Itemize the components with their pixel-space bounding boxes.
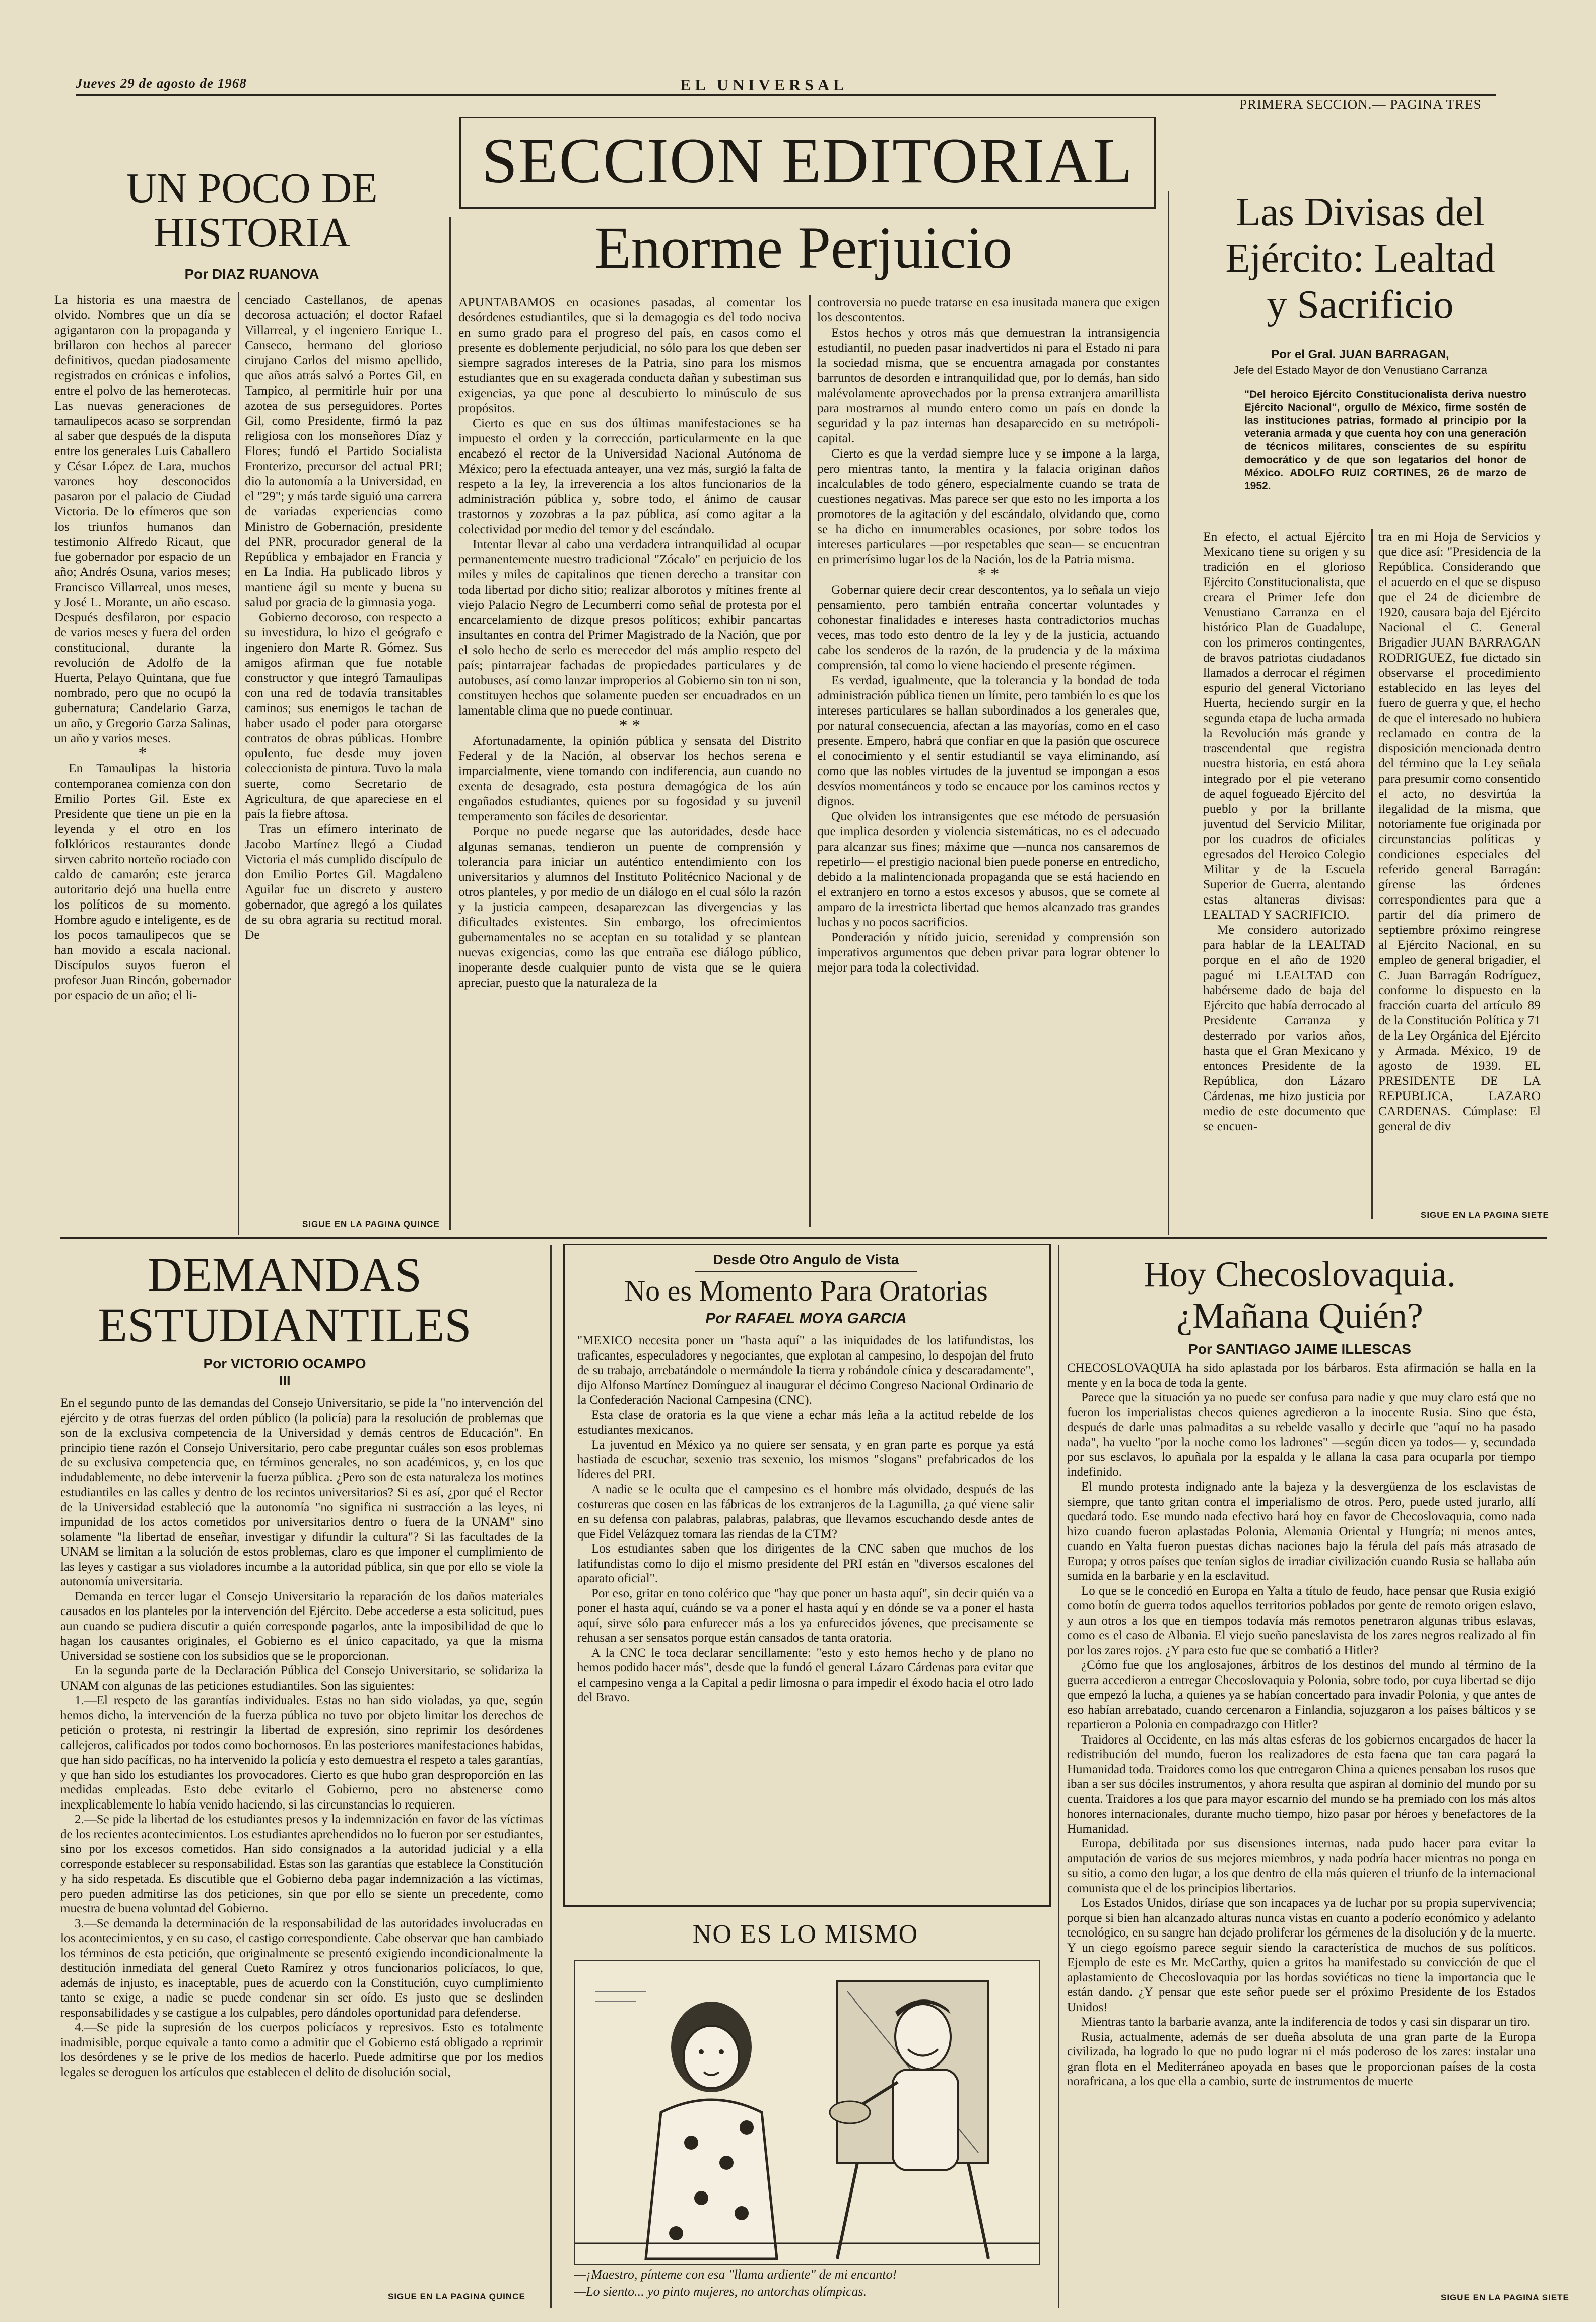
historia-headline-line2: HISTORIA <box>153 209 351 256</box>
paragraph: Los estudiantes saben que los dirigentes de la CNC saben que muchos de los latifundistas como lo dijo el mismo presidente del PRI están en "diversos escalones del aparato oficial". <box>577 1542 1034 1585</box>
demandas-part-number: III <box>279 1373 291 1388</box>
historia-headline <box>65 166 438 255</box>
checoslovaquia-byline: Por SANTIAGO JAIME ILLESCAS <box>1188 1341 1411 1357</box>
editorial-cartoon <box>574 1960 1040 2265</box>
column-rule <box>1371 529 1373 1219</box>
header-rule <box>76 94 1496 96</box>
paragraph: Rusia, actualmente, además de ser dueña absoluta de una gran parte de la Europa civilizada, ha logrado lo que no pudo lograr ni el más poderoso de los zares: instalar una gran flota en el Mediterráneo apoyada en bases que le proporcionan países de la costa norafricana, a los que ella a cambio, surte de instrumentos de muerte <box>1067 2030 1536 2088</box>
paragraph: A la CNC le toca declarar sencillamente: "esto y esto hemos hecho y de plano no hemos podido hacer más", desde que la fundó el general Lázaro Cárdenas para evitar que el campesino venga a la Capital a pedir limosna o para impedir el éxodo hacia el otro lado del Bravo. <box>577 1646 1034 1704</box>
section-page-label: PRIMERA SECCION.— PAGINA TRES <box>1239 97 1482 112</box>
paragraph: controversia no puede tratarse en esa inusitada manera que exigen los descontentos. <box>817 295 1160 325</box>
paragraph: Ponderación y nítido juicio, serenidad y comprensión son imperativos argumentos que deben privar para lograr obtener lo mejor para toda la colectividad. <box>817 930 1160 975</box>
paragraph: cenciado Castellanos, de apenas decorosa actuación; el doctor Rafael Villarreal, y el ingeniero Enrique L. Canseco, hermano del glorioso cirujano Carlos del mismo apellido, que años atrás salvó a Portes Gil, en Tampico, al permitirle huir por una azotea de sus perseguidores. Portes Gil, como Presidente, firmó la paz religiosa con los monseñores Díaz y Flores; fundó el Partido Socialista Fronterizo, precursor del actual PRI; dio la autonomía a la Universidad, en el "29"; y más tarde siguió una carrera de variadas experiencias como Ministro de Gobernación, presidente del PNR, procurador general de la República y embajador en Francia y en La India. Ha publicado libros y mantiene ágil su mente y buena su salud por gracia de la gimnasia yoga. <box>245 292 442 609</box>
checoslovaquia-headline <box>1068 1254 1532 1336</box>
historia-column-2 <box>245 292 442 1214</box>
demandas-headline <box>65 1250 504 1350</box>
paragraph: tra en mi Hoja de Servicios y que dice así: "Presidencia de la República. Considerando que el acuerdo en el que se dispuso que el 24 de diciembre de 1920, causara baja del Ejército Nacional el C. General Brigadier JUAN BARRAGAN RODRIGUEZ, fue dictado sin observarse el procedimiento establecido en las leyes del fuero de guerra y que, el hecho de que el interesado no hubiera reclamado en contra de la disposición mencionada dentro del término que la Ley señala para presumir como consentido el acto, no desvirtúa la ilegalidad de la misma, que notoriamente fue originada por circunstancias políticas y condiciones especiales del referido general Barragán: gírense las órdenes correspondientes para que a partir del día primero de septiembre próximo reingrese al Ejército Nacional, en su empleo de general brigadier, el C. Juan Barragán Rodríguez, conforme lo dispuesto en la fracción cuarta del artículo 89 de la Constitución Política y 71 de la Ley Orgánica del Ejército y Armada. México, 19 de agosto de 1939. EL PRESIDENTE DE LA REPUBLICA, LAZARO CARDENAS. Cúmplase: El general de div <box>1378 529 1541 1133</box>
paragraph: En efecto, el actual Ejército Mexicano tiene su origen y su tradición en el glorioso Ejército Constitucionalista, que creara el Primer Jefe don Venustiano Carranza en el histórico Plan de Guadalupe, con los primeros contingentes, de bravos patriotas ciudadanos llamados a derrocar el régimen espurio del general Victoriano Huerta, heciendo surgir en la segunda etapa de lucha armada la Revolución más grande y trascendental que registra nuestra historia, en está ahora integrado por el pie veterano de aquel fogueado Ejército del pueblo y por la brillante juventud del Servicio Militar, por los cuadros de oficiales egresados del Heroico Colegio Militar y de la Escuela Superior de Guerra, alentando estas altaneras divisas: LEALTAD Y SACRIFICIO. <box>1203 529 1365 922</box>
column-rule <box>550 1245 552 2308</box>
paragraph: En la segunda parte de la Declaración Pública del Consejo Universitario, se solidariza la UNAM con algunas de las peticiones estudiantiles. Son las siguientes: <box>60 1664 543 1693</box>
cartoon-caption-2: —Lo siento... yo pinto mujeres, no antorchas olímpicas. <box>574 2284 867 2299</box>
paragraph: A nadie se le oculta que el campesino es el hombre más olvidado, después de las costureras que cosen en las fábricas de los extranjeros de la Lagunilla, ¿a qué viene salir en su defensa con palabras, palabras, palabras, que llevamos escuchando desde antes de que Fidel Velázquez tomara las riendas de la CTM? <box>577 1482 1034 1541</box>
oratorias-headline: No es Momento Para Oratorias <box>624 1274 988 1307</box>
paragraph: La juventud en México ya no quiere ser sensata, y en gran parte es porque ya está hastiada de escuchar, sexenio tras sexenio, los mismos "slogans" prefabricados de los líderes del PRI. <box>577 1438 1034 1481</box>
oratorias-kicker: Desde Otro Angulo de Vista <box>713 1252 899 1267</box>
demandas-continued: SIGUE EN LA PAGINA QUINCE <box>388 2292 525 2301</box>
divisas-headline <box>1176 189 1544 328</box>
divisas-column-1 <box>1203 529 1365 1219</box>
divisas-byline-2: Jefe del Estado Mayor de don Venustiano Carranza <box>1233 364 1487 376</box>
cartoon-drawing <box>575 1961 1039 2264</box>
perjuicio-column-1 <box>458 295 801 1227</box>
divisas-epigraph: "Del heroico Ejército Constitucionalista deriva nuestro Ejército Nacional", orgullo de México, firme sostén de las instituciones patrias, formado al principio por la veterania armada y que cuenta hoy con una generación de técnicos militares, conscientes de su espíritu democrático y de que son legatarios del honor de México. ADOLFO RUIZ CORTINES, 26 de marzo de 1952. <box>1244 389 1526 492</box>
paragraph: Tras un efímero interinato de Jacobo Martínez llegó a Ciudad Victoria el más cumplido discípulo de don Emilio Portes Gil. Magdaleno Aguilar fue un discreto y austero gobernador, que agregó a los quilates de su obra agraria su rectitud moral. De <box>245 821 442 942</box>
historia-column-1 <box>54 292 231 1235</box>
paragraph: En el segundo punto de las demandas del Consejo Universitario, se pide la "no intervención del ejército y de otras fuerzas del orden público (la policía) para la resolución de problemas que son de la exclusiva competencia de la Universidad y demás centros de Educación". En principio tiene razón el Consejo Universitario, pero cabe preguntar cuáles son esos problemas de su exclusiva competencia que, en términos generales, no son académicos, y, en los que indudablemente, no debe intervenir la fuerza pública. ¿Pero son de esta naturaleza los motines estudiantiles en las calles y dentro de los recintos universitarios? Si es así, ¿por qué el Rector de la Universidad estableció que la autonomía "no significa ni sustracción a las leyes, ni impunidad de los actos cometidos por universitarios dentro o fuera de la UNAM" sino solamente "la libertad de enseñar, investigar y difundir la cultura"? Si las facultades de la UNAM se limitan a la solución de estos problemas, claro es que imponer el cumplimiento de las leyes y castigar a sus violadores incumbe a la autoridad pública, sin que por ello se viole la autonomía universitaria. <box>60 1396 543 1588</box>
paragraph: Estos hechos y otros más que demuestran la intransigencia estudiantil, no pueden pasar inadvertidos ni para el Estado ni para la sociedad misma, que se encuentra amagada por constantes barruntos de desorden e intranquilidad que, por lo demás, han sido malévolamente aprovechados por la prensa extranjera amarillista para mostrarnos al mundo entero como un país en donde la seguridad y la paz internas han desaparecido en su metrópoli-capital. <box>817 325 1160 445</box>
perjuicio-headline: Enorme Perjuicio <box>594 215 1013 281</box>
column-rule <box>1058 1245 1059 2308</box>
paragraph: Por eso, gritar en tono colérico que "hay que poner un hasta aquí", sin decir quién va a poner el hasta aquí, cuándo se va a poner el hasta aquí y en dónde se va a poner el hasta aquí, sirve sólo para enfurecer más a los ya enfurecidos jóvenes, que precisamente se rehusan a ser sensatos porque están cansados de tanta oratoria. <box>577 1586 1034 1645</box>
paragraph: 4.—Se pide la supresión de los cuerpos policíacos y represivos. Esto es totalmente inadmisible, porque equivale a tanto como a admitir que el Gobierno está obligado a reprimir los desórdenes y se le prive de los medios de hacerlo. Puede admitirse que por los medios legales se deroguen los artículos que establecen el delito de disolución social, <box>60 2021 543 2079</box>
paragraph: Es verdad, igualmente, que la tolerancia y la bondad de toda administración pública tienen un límite, pero también lo es que los intereses particulares se hallan subordinados a los generales que, por natural consecuencia, afectan a las mayorías, como en el caso presente. Empero, habrá que confiar en que la pasión que oscurece el conocimiento y el sentir estudiantil se vaya eliminando, así como que las nobles virtudes de la juventud se impongan a esos desvíos momentáneos y todo se encauce por los caminos rectos y dignos. <box>817 673 1160 808</box>
paragraph: Porque no puede negarse que las autoridades, desde hace algunas semanas, tendieron un puente de comprensión y tolerancia para iniciar un auténtico entendimiento con los universitarios y alumnos del Instituto Politécnico Nacional y de otros planteles, y por medio de un diálogo en el cual sólo la razón y la justicia campeen, desaparezcan las divergencias y las dificultades existentes. Sin embargo, los ofrecimientos gubernamentales no se aceptan en su totalidad y se plantean nuevas exigencias, como las que entraña ese diálogo público, inoperante desde cualquier punto de vista que se le quiera apreciar, puesto que la naturaleza de la <box>458 824 801 990</box>
paragraph: Mientras tanto la barbarie avanza, ante la indiferencia de todos y casi sin disparar un tiro. <box>1081 2015 1531 2029</box>
perjuicio-column-2 <box>817 295 1160 1227</box>
newspaper-name: EL UNIVERSAL <box>680 76 848 94</box>
paragraph: Traidores al Occidente, en las más altas esferas de los gobiernos encargados de hacer la redistribución del mundo, fueron los realizadores de esta faena que tan cara pagará la Humanidad toda. Traidores como los que entregaron China a quienes pensaban los rusos que iban a ser sus dóciles instrumentos, y ahora resulta que aspiran al dominio del mundo por su cuenta. Traidores a los que para mayor escarnio del mundo se ha premiado con los más altos honores internacionales, durante mucho tiempo, hizo pasar por héroes y benefactores de la Humanidad. <box>1067 1732 1536 1836</box>
checoslovaquia-headline-line1: Hoy Checoslovaquia. <box>1144 1254 1456 1295</box>
paragraph: Afortunadamente, la opinión pública y sensata del Distrito Federal y de la Nación, al observar los hechos serena e imparcialmente, viene tomando con indiferencia, aun cuando no exenta de desagrado, esta postura demagógica de los aún engañados estudiantes, quienes por su fogosidad y su juvenil temperamento son fáciles de desorientar. <box>458 733 801 823</box>
demandas-headline-line1: DEMANDAS <box>147 1248 422 1302</box>
paragraph: Gobierno decoroso, con respecto a su investidura, lo hizo el geógrafo e ingeniero don Marte R. Gómez. Sus amigos afirman que fue notable constructor y que integró Tamaulipas con una red de todavía transitables caminos; sus enemigos le tachan de haber usado el poder para otorgarse contratos de obras públicas. Hombre opulento, fue desde muy joven coleccionista de pintura. Tuvo la mala suerte, como Secretario de Agricultura, de que apareciese en el país la fiebre aftosa. <box>245 610 442 821</box>
column-rule <box>809 295 811 1227</box>
kicker-underline <box>695 1271 917 1272</box>
paragraph: Intentar llevar al cabo una verdadera intranquilidad al ocupar permanentemente nuestro tradicional "Zócalo" en perjuicio de los miles y miles de capitalinos que tienen derecho a transitar con toda libertad por dicho sitio; realizar alborotos y mítines frente al viejo Palacio Negro de Lecumberri como señal de protesta por el encarcelamiento de dizque presos políticos; exhibir pancartas insultantes en contra del Primer Magistrado de la Nación, que por el solo hecho de serlo es merecedor del más amplio respeto del país; pintarrajear fachadas de propiedades particulares y de autobuses, así como lanzar improperios al Gobierno sin ton ni son, constituyen hechos que solamente pueden ser encuadrados en un lamentable clima que no puede continuar. <box>458 537 801 718</box>
separator-asterisks: * * <box>977 565 1000 584</box>
column-rule <box>1168 191 1169 1235</box>
section-divider <box>60 1237 1547 1239</box>
paragraph: 1.—El respeto de las garantías individuales. Estas no han sido violadas, ya que, según hemos dicho, la intervención de la fuerza pública no tuvo por objeto limitar los derechos de petición o protesta, ni restringir la libertad de expresión, sino reprimir los desórdenes callejeros, calificados por todos como bochornosos. En las posteriores manifestaciones habidas, que han sido pacíficas, no ha intervenido la policía y esto demuestra el respeto a tales garantías, y que han sido los estudiantes los provocadores. Cierto es que hubo gran desproporción en las medidas empleadas. Esto debe evitarlo el Gobierno, pero no abstenerse como inexplicablemente lo había venido haciendo, si las circunstancias lo requieren. <box>60 1694 543 1812</box>
paragraph: 2.—Se pide la libertad de los estudiantes presos y la indemnización en favor de las víctimas de los recientes acontecimientos. Los estudiantes aprehendidos no lo fueron por ser estudiantes, sino por los excesos cometidos. Han sido consignados a la autoridad judicial y a ella corresponde establecer su responsabilidad. Estas son las garantías que establece la Constitución y ha sido respetada. Es discutible que el Gobierno deba pagar indemnización a las víctimas, pero pueden admitirse las dos peticiones, sin que por ello se siente un precedente, como muestra de buena voluntad del Gobierno. <box>60 1813 543 1915</box>
paragraph: APUNTABAMOS en ocasiones pasadas, al comentar los desórdenes estudiantiles, que si la demagogia es del todo nociva en sumo grado para el progreso del país, en casos como el presente es doblemente perjudicial, no sólo para los que deben ser siempre sagrados intereses de la Patria, sino para los mismos estudiantes que en su exagerada conducta dañan y subestiman sus exigencias, ya que pone al descubierto lo minúsculo de sus propósitos. <box>458 295 801 415</box>
paragraph: 3.—Se demanda la determinación de la responsabilidad de las autoridades involucradas en los acontecimientos, y en su caso, el castigo correspondiente. Cabe observar que han cambiado los términos de esta petición, que originalmente se presentó exigiendo incondicionalmente la destitución inmediata del general Cueto Ramírez y otros funcionarios policíacos, lo que, además de injusto, es inaceptable, pues de acuerdo con la Constitución, cuyo cumplimiento tanto se exige, a nadie se puede condenar sin ser oído. Es justo que se deslinden responsabilidades y se castigue a los culpables, pero dándoles oportunidad para defenderse. <box>60 1916 543 2020</box>
oratorias-body <box>577 1333 1034 1897</box>
divisas-continued: SIGUE EN LA PAGINA SIETE <box>1421 1210 1549 1220</box>
checoslovaquia-body <box>1067 1361 1536 2288</box>
paragraph: Gobernar quiere decir crear descontentos, ya lo señala un viejo pensamiento, pero también entraña concertar voluntades y cohonestar finalidades e intereses hasta contradictorios muchas veces, mas todo esto dentro de la ley y de la justicia, actuando cabe los senderos de la razón, de la prudencia y de la máxima comprensión, tal como lo viene haciendo el presente régimen. <box>817 582 1160 672</box>
paragraph: Los Estados Unidos, diríase que son incapaces ya de luchar por su propia supervivencia; porque si bien han alcanzado alturas nunca vistas en cuanto a poderío económico y adelanto tecnológico, en su sangre han dejado proliferar los gérmenes de la disolución y de la muerte. Y un ciego egoísmo parece seguir siendo la característica de muchos de sus políticos. Ejemplo de este es Mr. McCarthy, quien a gritos ha manifestado su convicción de que el aplastamiento de Checoslovaquia por las hordas soviéticas no tiene la importancia que le están dando. ¿Y pensar que este señor puede ser el próximo Presidente de los Estados Unidos! <box>1067 1896 1536 2014</box>
paragraph: Lo que se le concedió en Europa en Yalta a título de feudo, hace pensar que Rusia exigió como botín de guerra todos aquellos territorios poblados por gente de remoto origen eslavo, y aun otros a los que en tiempos todavía más remotos penetraron algunas tribus eslavas, como es el caso de Albania. El viejo sueño paneslavista de los zares negros realizado al fin por los zares rojos. ¿Y para esto fue que se combatió a Hitler? <box>1067 1584 1536 1657</box>
divisas-headline-line3: y Sacrificio <box>1267 283 1454 327</box>
checoslovaquia-continued: SIGUE EN LA PAGINA SIETE <box>1441 2293 1569 2302</box>
historia-continued: SIGUE EN LA PAGINA QUINCE <box>302 1219 440 1229</box>
paragraph: Me considero autorizado para hablar de la LEALTAD porque en el año de 1920 pagué mi LEALTAD con habérseme dado de baja del Ejército que había derrocado al Presidente Carranza y desterrado por varios años, hasta que el Gran Mexicano y entonces Presidente de la República, don Lázaro Cárdenas, me hizo justicia por medio de este documento que se encuen- <box>1203 922 1365 1133</box>
paragraph: Cierto es que la verdad siempre luce y se impone a la larga, pero mientras tanto, la mentira y la falacia originan daños incalculables de todo género, especialmente cuando se trata de cuestiones negativas. Mas parece ser que esto no les importa a los promotores de la agitación y del escándalo, olvidando que, como se ha dicho en innumerables ocasiones, por sobre todos los intereses particulares —por respetables que sean— se encuentran en primerísimo lugar los de la Nación, los de la Patria misma. <box>817 446 1160 566</box>
paragraph: En Tamaulipas la historia contemporanea comienza con don Emilio Portes Gil. Este ex Presidente que tiene un pie en la leyenda y el otro en los folklóricos restaurantes donde sirven cabrito norteño rociado con caldo de camarón; este jerarca autoritario dejó una huella entre los políticos de su momento. Hombre agudo e inteligente, es de los pocos tamaulipecos que se han movido a escala nacional. Discípulos suyos fueron el profesor Juan Rincón, gobernador por espacio de un año; el li- <box>54 761 231 1002</box>
separator-asterisks: * * <box>619 716 641 735</box>
column-rule <box>238 292 239 1235</box>
paragraph: "MEXICO necesita poner un "hasta aquí" a las iniquidades de los latifundistas, los traficantes, especuladores y negociantes, que explotan al campesino, lo despojan del fruto de su trabajo, arrebatándole o mermándole la tierra y robándole cínica y descaradamente", dijo Alfonso Martínez Domínguez al inaugurar el décimo Congreso Nacional Ordinario de la Confederación Nacional Campesina (CNC). <box>577 1334 1034 1407</box>
demandas-body <box>60 1396 543 2288</box>
paragraph: El mundo protesta indignado ante la bajeza y la desvergüenza de los esclavistas de siempre, que tanto gritan contra el imperialismo de otros. Pero, puede usted jurarlo, allí quedará todo. Ese mundo nada efectivo hará hoy en favor de Checoslovaquia, como nada hizo cuando fueron aplastadas Polonia, Alemania Oriental y Hungría; ni menos antes, cuando en Yalta fueron puestas dichas naciones bajo la férula del país más atrasado de Europa; y otros países que tenían siglos de irradiar civilización cuando Rusia se hallaba aún sumida en la barbarie y en la esclavitud. <box>1067 1480 1536 1583</box>
column-rule <box>449 217 451 1230</box>
divisas-headline-line1: Las Divisas del <box>1236 190 1485 234</box>
separator-asterisk: * <box>138 744 147 762</box>
paragraph: Esta clase de oratoria es la que viene a echar más leña a la actitud rebelde de los estudiantes mexicanos. <box>577 1408 1034 1437</box>
divisas-column-2 <box>1378 529 1541 1199</box>
historia-byline: Por DIAZ RUANOVA <box>184 266 319 282</box>
paragraph: CHECOSLOVAQUIA ha sido aplastada por los bárbaros. Esta afirmación se halla en la mente y en la boca de toda la gente. <box>1067 1361 1536 1390</box>
section-title-box <box>459 117 1156 209</box>
page-date: Jueves 29 de agosto de 1968 <box>76 76 247 91</box>
paragraph: Que olviden los intransigentes que ese método de persuasión que implica desorden y violencia sistemáticas, no es el adecuado para alcanzar sus fines; máxime que —nunca nos cansaremos de repetirlo— el prestigio nacional bien puede ponerse en entredicho, debido a la malintencionada propaganda que se está haciendo en el extranjero en torno a estos excesos y abusos, que se comete al amparo de la irrestricta libertad que hemos alcanzado tras grandes luchas y no pocos sacrificios. <box>817 809 1160 929</box>
paragraph: Demanda en tercer lugar el Consejo Universitario la reparación de los daños materiales causados en los planteles por la intervención del Ejército. Debe accederse a esta solicitud, pues aun cuando se pudiera discutir a quién corresponde pagarlos, ante la imposibilidad de que lo hagan los causantes originales, el Gobierno es el único capacitado, ya que la misma Universidad se sostiene con los subsidios que se le proporcionan. <box>60 1589 543 1663</box>
paragraph: La historia es una maestra de olvido. Nombres que un día se agigantaron con la propaganda y brillaron con hechos al parecer definitivos, quedan piadosamente registrados en crónicas e infolios, entre el polvo de las hemerotecas. Las nuevas generaciones de tamaulipecos acaso se sorprendan al saber que después de la disputa entre los generales Luis Caballero y César López de Lara, muchos varones hoy desconocidos pasaron por el palacio de Ciudad Victoria. De lo efímeros que son los triunfos humanos dan testimonio Alfredo Ricaut, que fue gobernador por espacio de un año; Andrés Osuna, varios meses; Francisco Villarreal, unos meses, y José L. Morante, un año escaso. Después desfilaron, por espacio de varios meses y fuera del orden constitucional, durante la revolución de Adolfo de la Huerta, Pelayo Quintana, que fue nombrado, pero que no ocupó la gubernatura; Candelario Garza, un año, y Gregorio Garza Salinas, un año y varios meses. <box>54 292 231 745</box>
oratorias-byline: Por RAFAEL MOYA GARCIA <box>705 1310 907 1327</box>
paragraph: Parece que la situación ya no puede ser confusa para nadie y que muy claro está que no fueron los imperialistas checos quienes agredieron a la inocente Rusia. Sino que ésta, después de darle unas palmaditas a su rebelde vasallo y decirle que "aquí no ha pasado nada", ha vuelto "por la noche como los ladrones" —según dicen ya todos— y, secundada por sus esclavos, lo apuñala por la espalda y le allana la casa para ocuparla por tiempo indefinido. <box>1067 1391 1536 1479</box>
cartoon-caption-1: —¡Maestro, pínteme con esa "llama ardiente" de mi encanto! <box>574 2267 897 2282</box>
divisas-byline-1: Por el Gral. JUAN BARRAGAN, <box>1271 348 1449 361</box>
section-title: SECCION EDITORIAL <box>482 125 1134 197</box>
demandas-headline-line2: ESTUDIANTILES <box>98 1298 472 1352</box>
historia-headline-line1: UN POCO DE <box>126 165 378 212</box>
paragraph: Cierto es que en sus dos últimas manifestaciones se ha impuesto el orden y la corrección, particularmente en la que encabezó el rector de la Universidad Nacional Autónoma de México; pero la efectuada anteayer, una vez más, surgió la falta de respeto a la ley, la irreverencia a los altos funcionarios de la administración pública y, sobre todo, el ánimo de causar trastornos y zozobras a la paz pública, así como agitar a la colectividad por medio del temor y del escándalo. <box>458 416 801 536</box>
checoslovaquia-headline-line2: ¿Mañana Quién? <box>1176 1296 1423 1336</box>
cartoon-title: NO ES LO MISMO <box>692 1920 919 1949</box>
divisas-headline-line2: Ejército: Lealtad <box>1225 236 1495 281</box>
demandas-byline: Por VICTORIO OCAMPO <box>203 1356 366 1371</box>
paragraph: ¿Cómo fue que los anglosajones, árbitros de los destinos del mundo al término de la guerra accedieron a entregar Checoslovaquia y Polonia, sobre todo, por cuya libertad se dijo que empezó la lucha, a quienes ya se habían concertado para invadir Polonia, y que antes de eso habían arrebatado, cuando cercenaron a Finlandia, sojuzgaron a los países bálticos y se repartieron a Polonia en compadrazgo con Hitler? <box>1067 1658 1536 1731</box>
paragraph: Europa, debilitada por sus disensiones internas, nada pudo hacer para evitar la amputación de varios de sus mejores miembros, y nada podría hacer mientras no ponga en su sitio, a como den lugar, a los que dentro de ella más quieren el triunfo de la internacional comunista que el de los principios libertarios. <box>1067 1837 1536 1895</box>
